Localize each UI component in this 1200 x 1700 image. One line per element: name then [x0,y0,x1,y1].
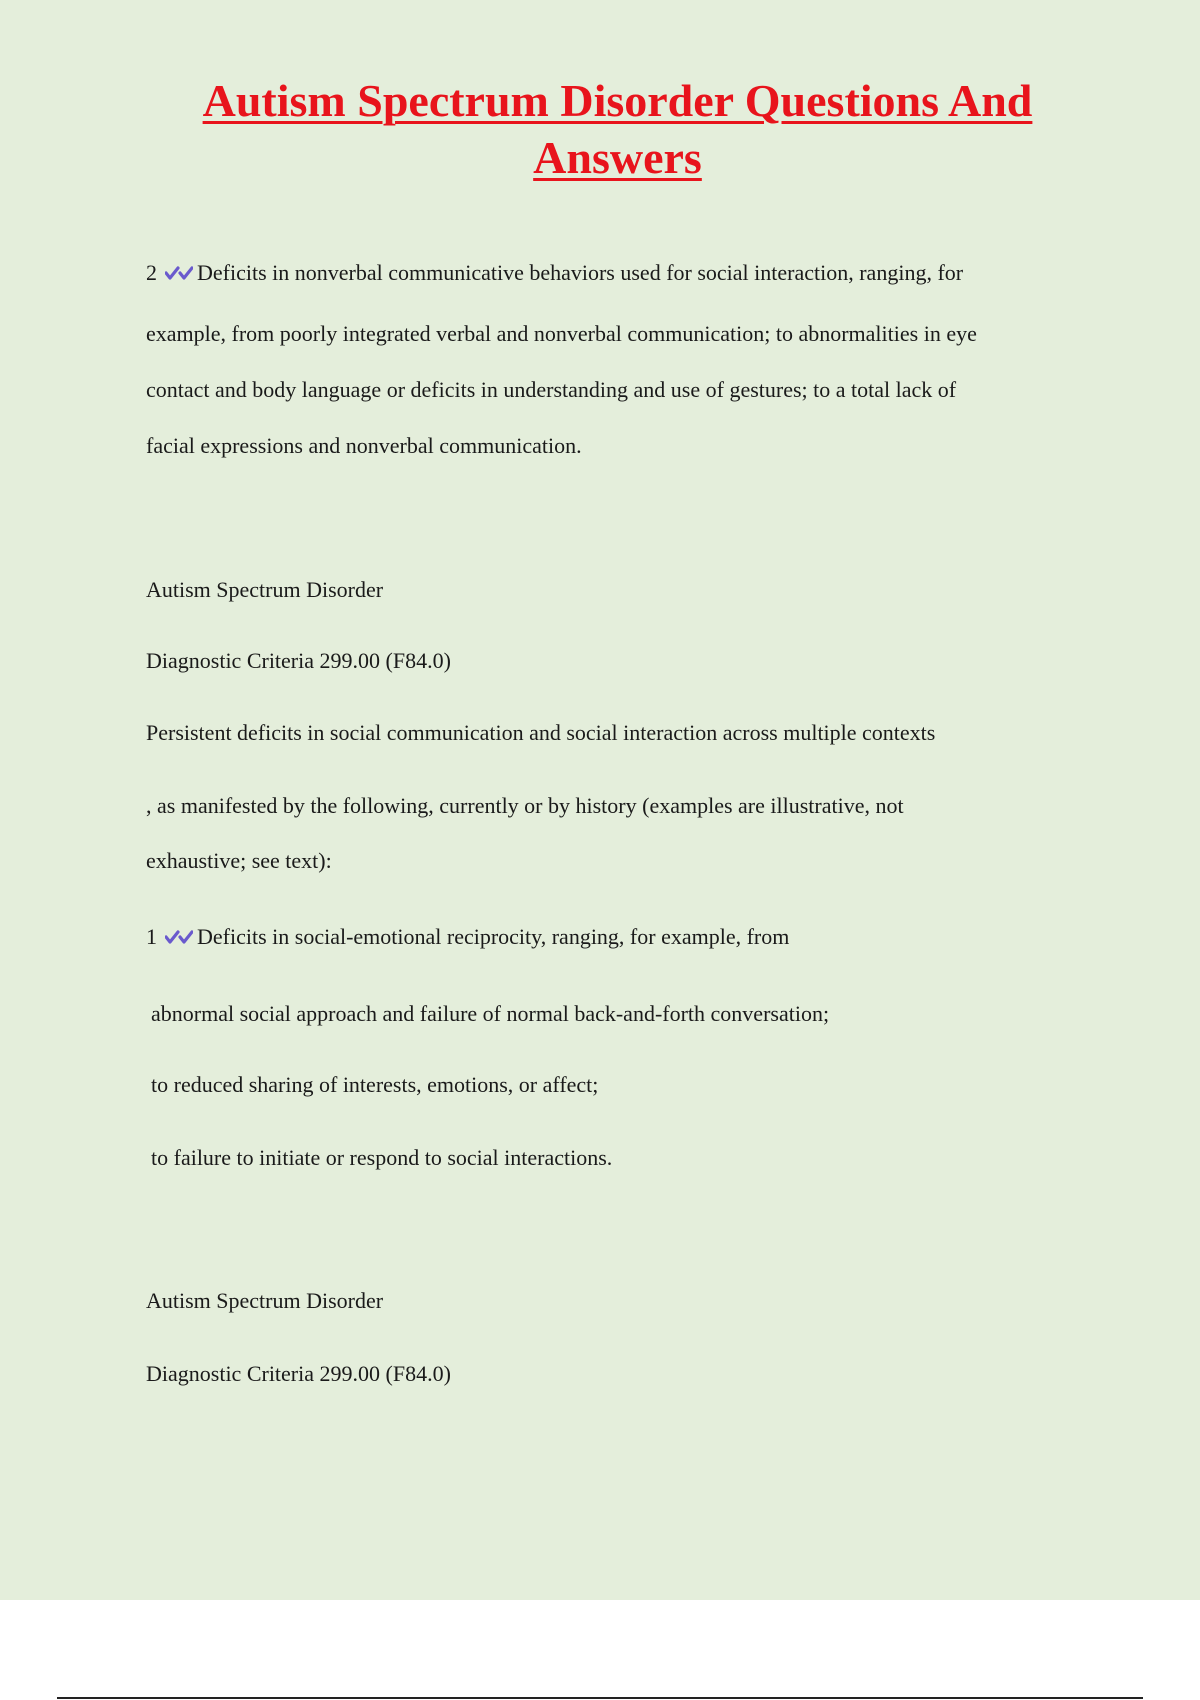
question-2-text: Deficits in nonverbal communicative behaviors used for social interaction, ranging, for [197,260,964,285]
question-2-line-3: contact and body language or deficits in understanding and use of gestures; to a total lack of [146,377,957,402]
criterion-1-line-2: abnormal social approach and failure of normal back-and-forth conversation; [151,1001,830,1026]
diagnostic-criteria: Diagnostic Criteria 299.00 (F84.0) [146,648,451,673]
criterion-1-line-3: to reduced sharing of interests, emotions, or affect; [151,1072,599,1097]
title-line-1: Autism Spectrum Disorder Questions And [202,75,1033,126]
criteria-intro-line-3: exhaustive; see text): [146,848,332,873]
document-title [0,72,1200,186]
question-number: 2 [146,260,157,285]
title-line-2: Answers [533,132,702,183]
criteria-intro-line-1: Persistent deficits in social communication and social interaction across multiple contexts [146,720,936,745]
criterion-number: 1 [146,924,157,949]
criteria-intro-line-2: , as manifested by the following, currently or by history (examples are illustrative, not [146,793,904,818]
criterion-1-line-1 [146,923,789,951]
section-heading-repeat: Autism Spectrum Disorder [146,1288,384,1313]
question-2-line-1 [146,259,963,287]
diagnostic-criteria-repeat: Diagnostic Criteria 299.00 (F84.0) [146,1361,451,1386]
page-footer-rule [57,1697,1143,1699]
double-checkmark-icon [165,927,193,947]
question-2-line-2: example, from poorly integrated verbal and nonverbal communication; to abnormalities in eye [146,321,977,346]
section-heading: Autism Spectrum Disorder [146,577,384,602]
double-checkmark-icon [165,263,193,283]
criterion-1-text: Deficits in social-emotional reciprocity, ranging, for example, from [197,924,790,949]
criterion-1-line-4: to failure to initiate or respond to social interactions. [151,1145,613,1170]
question-2-line-4: facial expressions and nonverbal communication. [146,433,582,458]
